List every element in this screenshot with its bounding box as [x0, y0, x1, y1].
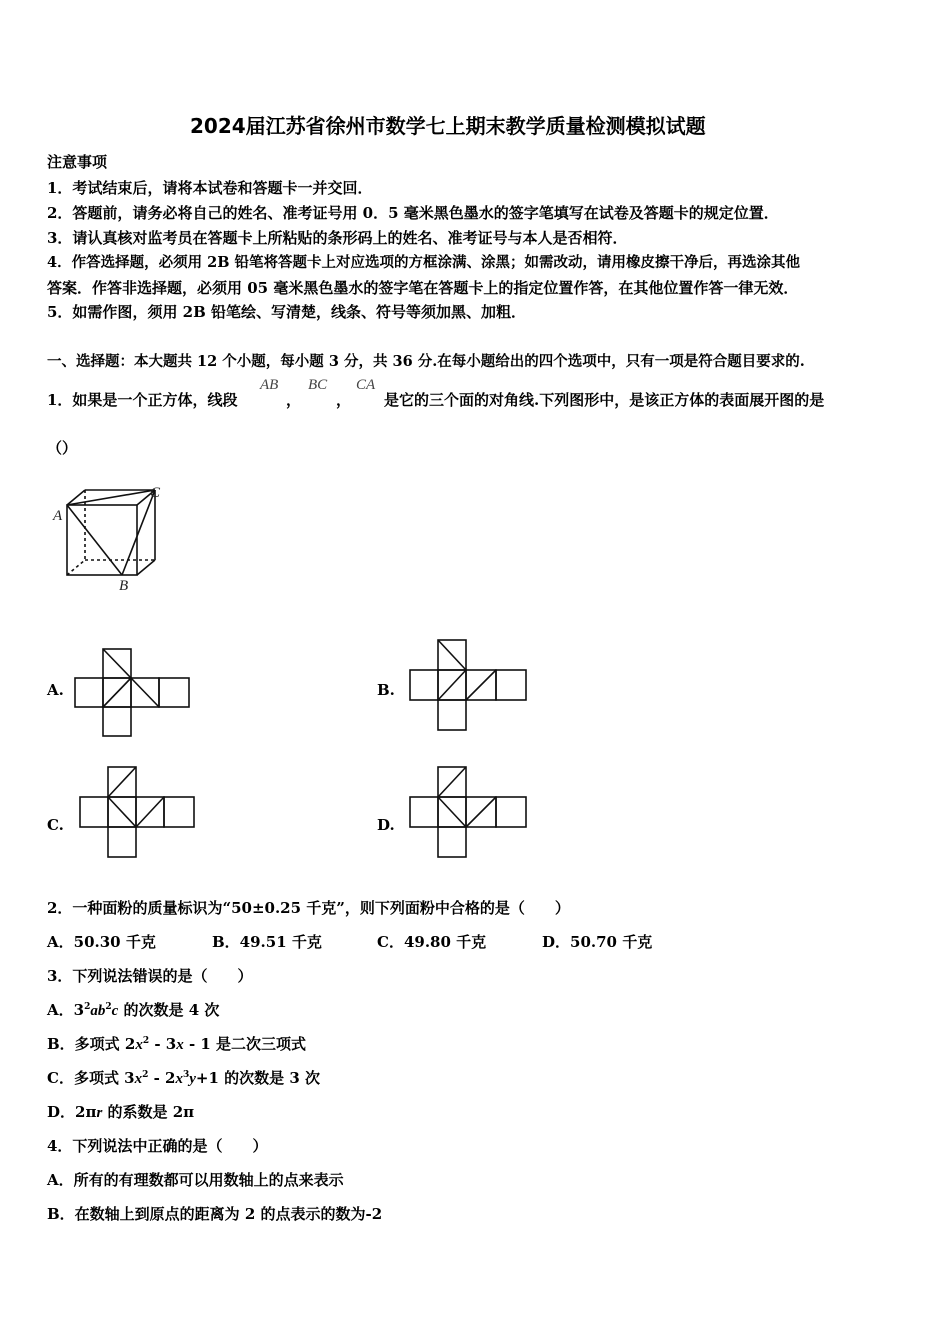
- notice-item-5: 5．如需作图，须用 2B 铅笔绘、写清楚，线条、符号等须加黑、加粗．: [47, 303, 526, 321]
- q3-b-tail: - 1 是二次三项式: [183, 1035, 307, 1053]
- notice-heading: 注意事项: [47, 153, 108, 171]
- q3-a-label: A．: [47, 1001, 74, 1019]
- q3-c-x: x: [134, 1071, 143, 1087]
- q2-option-d: D．50.70 千克: [542, 933, 653, 951]
- q3-d-label: D．2π: [47, 1103, 97, 1121]
- q3-b-x2: x: [176, 1037, 184, 1053]
- q3-option-c: [47, 1068, 320, 1089]
- q3-option-a: [47, 1000, 219, 1021]
- q1-option-c-label: C.: [47, 816, 64, 834]
- q3-c-y: y: [189, 1071, 196, 1087]
- diagonal-ab: [67, 505, 122, 575]
- notice-item-4: 4．作答选择题，必须用 2B 铅笔将答题卡上对应选项的方框涂满、涂黑；如需改动，请用橡皮擦干净后，再选涂其他: [47, 254, 801, 271]
- q3-c-label: C．多项式 3: [47, 1069, 135, 1087]
- cube-label-a: A: [53, 508, 63, 524]
- section-heading: 一、选择题：本大题共 12 个小题，每小题 3 分，共 36 分.在每小题给出的四个选项中，只有一项是符合题目要求的.: [47, 353, 805, 370]
- q3-b-x: x: [135, 1037, 143, 1053]
- q1-seg-ca: CA: [356, 377, 376, 393]
- cube-label-b: B: [119, 578, 129, 594]
- notice-item-3: 3．请认真核对监考员在答题卡上所粘贴的条形码上的姓名、准考证号与本人是否相符．: [47, 229, 628, 247]
- cube-label-c: C: [150, 485, 161, 501]
- net-option-c: [80, 767, 200, 862]
- q1-paren: （）: [47, 439, 78, 457]
- q2-option-b: B．49.51 千克: [212, 933, 322, 951]
- q3-d-tail: 的系数是 2π: [102, 1103, 195, 1121]
- q4-option-a: A．所有的有理数都可以用数轴上的点来表示: [47, 1171, 344, 1189]
- q4-option-b: B．在数轴上到原点的距离为 2 的点表示的数为-2: [47, 1205, 383, 1223]
- q3-option-b: [47, 1034, 306, 1055]
- q3-c-exp2: 3: [182, 1070, 190, 1080]
- q3-a-coef: 3: [73, 1001, 85, 1019]
- notice-item-4-cont: 答案．作答非选择题，必须用 05 毫米黑色墨水的签字笔在答题卡上的指定位置作答，在其他位置作答一律无效．: [47, 279, 799, 297]
- notice-item-2: 2．答题前，请务必将自己的姓名、准考证号用 0．5 毫米黑色墨水的签字笔填写在试卷及答题卡的规定位置．: [47, 204, 779, 222]
- q3-c-exp: 2: [142, 1070, 149, 1080]
- q3-a-tail: 的次数是 4 次: [118, 1001, 220, 1019]
- q1-seg-ab: AB: [260, 377, 279, 393]
- q3-a-exp2: 2: [105, 1002, 112, 1012]
- q3-a-var2: c: [111, 1003, 119, 1019]
- net-option-b: [410, 638, 530, 733]
- q1-comma-1: ，: [286, 391, 302, 409]
- q1-comma-2: ，: [336, 391, 352, 409]
- q2-stem: 2．一种面粉的质量标识为“50±0.25 千克”，则下列面粉中合格的是（ ）: [47, 899, 570, 917]
- q3-option-d: [47, 1102, 194, 1123]
- q3-c-tail: +1 的次数是 3 次: [195, 1069, 321, 1087]
- q3-stem: 3．下列说法错误的是（ ）: [47, 967, 253, 985]
- q3-b-exp: 2: [142, 1036, 150, 1046]
- q2-option-c: C．49.80 千克: [377, 933, 487, 951]
- q1-option-d-label: D.: [377, 816, 395, 834]
- q4-stem: 4．下列说法中正确的是（ ）: [47, 1137, 268, 1155]
- diagonal-ca: [67, 490, 155, 505]
- net-option-a: [75, 647, 195, 742]
- q3-c-x2: x: [175, 1071, 183, 1087]
- page-title: 2024届江苏省徐州市数学七上期末教学质量检测模拟试题: [190, 114, 706, 138]
- notice-item-1: 1．考试结束后，请将本试卷和答题卡一并交回．: [47, 179, 373, 197]
- q1-prefix: 1．如果是一个正方体，线段: [47, 391, 238, 409]
- q3-b-label: B．多项式 2: [47, 1035, 136, 1053]
- q3-d-r: r: [96, 1105, 103, 1121]
- q3-b-mid: - 3: [149, 1035, 177, 1053]
- q3-a-vars: ab: [90, 1003, 106, 1019]
- q1-suffix: 是它的三个面的对角线.下列图形中，是该正方体的表面展开图的是: [384, 391, 825, 409]
- cube-figure: [50, 485, 180, 595]
- q1-option-a-label: A.: [47, 681, 64, 699]
- q3-c-mid: - 2: [148, 1069, 176, 1087]
- q1-seg-bc: BC: [308, 377, 328, 393]
- net-option-d: [410, 767, 530, 862]
- q2-option-a: A．50.30 千克: [47, 933, 156, 951]
- q1-option-b-label: B.: [377, 681, 395, 699]
- q3-a-exp1: 2: [84, 1002, 91, 1012]
